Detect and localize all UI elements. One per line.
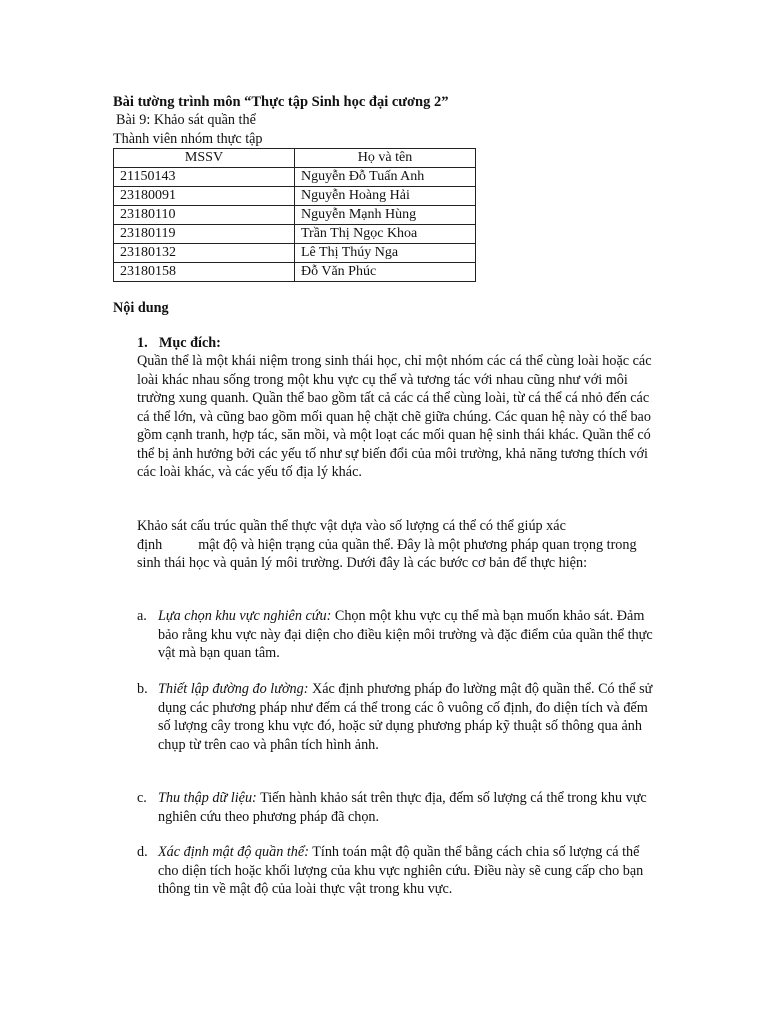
survey-paragraph-rest: mật độ và hiện trạng của quần thể. Đây là một phương pháp quan trọng trong sinh thái học và quản lý môi trường. Dưới đây là các bước cơ bản để thực hiện: (137, 536, 637, 571)
step-letter: b. (137, 681, 148, 697)
table-header-row (114, 149, 476, 168)
table-row (114, 206, 476, 225)
purpose-heading (137, 335, 221, 352)
lesson-subtitle: Bài 9: Khảo sát quần thể (116, 112, 256, 128)
list-item (137, 680, 657, 754)
student-name-cell: Nguyễn Hoàng Hải (295, 187, 476, 206)
step-letter: a. (137, 608, 147, 624)
document-title: Bài tường trình môn “Thực tập Sinh học đại cương 2” (113, 94, 449, 110)
column-header-name: Họ và tên (295, 149, 476, 168)
purpose-number: 1. (137, 335, 148, 351)
step-letter: c. (137, 790, 147, 806)
student-id-cell: 23180158 (114, 263, 295, 282)
student-id-cell: 23180132 (114, 244, 295, 263)
student-name-cell: Đỗ Văn Phúc (295, 263, 476, 282)
student-name-cell: Nguyễn Mạnh Hùng (295, 206, 476, 225)
table-row (114, 187, 476, 206)
table-row (114, 168, 476, 187)
survey-paragraph (137, 517, 657, 573)
student-name-cell: Nguyễn Đỗ Tuấn Anh (295, 168, 476, 187)
column-header-mssv: MSSV (114, 149, 295, 168)
step-text: Xác định phương pháp đo lường mật độ quần thể. Có thể sử dụng các phương pháp như đếm cá thể trong các ô vuông cố định, đo diện tích và đếm số lượng cây trong khu vực đó, hoặc sử dụng phương pháp kỹ thuật số thông qua ảnh chụp từ trên cao và phân tích hình ảnh. (158, 681, 653, 753)
survey-paragraph-line1: Khảo sát cấu trúc quần thể thực vật dựa vào số lượng cá thể có thể giúp xác (137, 518, 566, 534)
student-name-cell: Lê Thị Thúy Nga (295, 244, 476, 263)
list-item (137, 789, 657, 826)
step-name: Thu thập dữ liệu: (158, 790, 257, 806)
step-text: Chọn một khu vực cụ thể mà bạn muốn khảo sát. Đảm bảo rằng khu vực này đại diện cho điều kiện môi trường và đặc điểm của quần thể thực vật mà bạn quan tâm. (158, 608, 653, 661)
table-row (114, 225, 476, 244)
step-name: Xác định mật độ quần thể: (158, 844, 309, 860)
step-text: Tiến hành khảo sát trên thực địa, đếm số lượng cá thể trong khu vực nghiên cứu theo phương pháp đã chọn. (158, 790, 647, 825)
purpose-paragraph: Quần thể là một khái niệm trong sinh thái học, chỉ một nhóm các cá thể cùng loài hoặc các loài khác nhau sống trong một khu vực cụ thể và tương tác với nhau cũng như với môi trường xung quanh. Quần thể bao gồm tất cả các cá thể cùng loài, từ cá thể cá nhỏ đến các cá thể lớn, và cũng bao gồm mối quan hệ chặt chẽ giữa chúng. Các quan hệ này có thể bao gồm cạnh tranh, hợp tác, săn mồi, và một loạt các mối quan hệ sinh thái khác. Quần thể có thể bị ảnh hưởng bởi các yếu tố như sự biến đổi của môi trường, khả năng tương thích với các loài khác, và các yếu tố địa lý khác. (137, 353, 652, 480)
student-id-cell: 23180091 (114, 187, 295, 206)
purpose-title: Mục đích: (159, 335, 221, 351)
step-name: Thiết lập đường đo lường: (158, 681, 309, 697)
student-id-cell: 21150143 (114, 168, 295, 187)
list-item (137, 843, 657, 899)
list-item (137, 607, 657, 663)
student-id-cell: 23180110 (114, 206, 295, 225)
members-label: Thành viên nhóm thực tập (113, 131, 263, 147)
survey-paragraph-word: định (137, 536, 163, 553)
step-letter: d. (137, 844, 148, 860)
step-text: Tính toán mật độ quần thể bằng cách chia số lượng cá thể cho diện tích hoặc khối lượng của khu vực nghiên cứu. Điều này sẽ cung cấp cho bạn thông tin về mật độ của loài thực vật trong khu vực. (158, 844, 644, 897)
table-row (114, 263, 476, 282)
step-name: Lựa chọn khu vực nghiên cứu: (158, 608, 332, 624)
members-table (113, 148, 476, 282)
section-title: Nội dung (113, 300, 169, 316)
student-id-cell: 23180119 (114, 225, 295, 244)
table-row (114, 244, 476, 263)
student-name-cell: Trần Thị Ngọc Khoa (295, 225, 476, 244)
